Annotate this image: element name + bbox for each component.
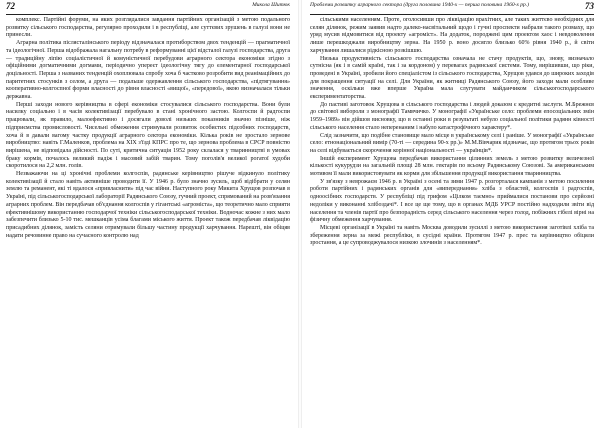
right-page-number: 73 — [585, 1, 594, 11]
right-running-head: Проблеми розвитку аграрного сектора (друга половина 1940-х — перша половина 1960-х рр.) — [310, 2, 530, 8]
paragraph: Слід зазначити, що подібне становище мало місце в українському селі і раніше. У монографії «Українське село: етнонаціональний вимір (70-ті — середина 90-х рр.)» М.М.Вівчарик відзначає, що протягом трьох років на селі відбувається скорочення корінної національності — українців*. — [310, 132, 594, 154]
paragraph: сільськими населенням. Проте, оголосивши про ліквідацію врахітних, але таких життєво необхідних для селян ділянок, режим заявив надто далеко-насвітальний щодо і гучні проспекти набрали такого розмаху, що уряд мусив відмовитися від проекту «агроміст». На додаток, породжені цим проектом хаос і невдоволення лише перешкоджали виробництву зерна. На 1950 р. воно досягло близько 60% рівня 1940 р., й світи харчування лишалися рідкісною розкішшю. — [310, 17, 594, 54]
left-running-head: Микола Шитюк — [252, 2, 290, 8]
paragraph: комплекс. Партійні форуми, на яких розглядалися завдання партійних організацій з метою подального розвитку сільського господарства, регулярно проходили і в республіці, але суттєвих зрушень в галузі вони не принесли. — [6, 17, 290, 39]
right-page-body — [310, 17, 594, 248]
right-page — [304, 0, 600, 428]
paragraph: Низька продуктивність сільського господарства означала не стачу продуктів, що, знову, визначало сутнісна (як і в самій країні, так і за кордоном) у перевагах радянської системи. Тому, вирішивши, що ріки, проведені в Україні, зробили його спеціалістом із сільського господарства, Хрущов удався до широких заходів для покращення ситуації на селі. Для України, як житниці Радянського Союзу, його заходи мали особливе значення, оскільки вже вперше Україна мала слугувати майданчиком сільськогосподарського експериментаторства. — [310, 55, 594, 101]
book-gutter — [298, 0, 302, 428]
left-page-header — [6, 2, 290, 15]
paragraph: У зв'язку з неврожаєм 1946 р. в Україні з осені та зими 1947 р. розгорталася кампанія з метою посилення роботи партійних і радянських органів для «випереднання» хліба з областей, колгоспів і радгоспів, одноосібних господарств. У республіці під грифом «Цілком таємно» приймалися постанови про серйозні недоліки у виконанні хлібоздачі*. І все це ще тому, що в органах МДБ УРСР постійно надходили звіти від населення та членів партії про безпорадність серед сільського населення через голод, побіжних гібелі вірні на фізичну обмеження харчування. — [310, 178, 594, 224]
paragraph: Незважаючи на ці хронічні проблеми колгоспів, радянське керівництво рішуче відкинуло політику колективізації й стало навіть активніше проводити її. У 1946 р. було значно зусиль, щоб відібрати у селян землю та реманент, які ті вдалося «привласнити» під час війни. Наступного року Микита Хрущов розпочав в Україні, під сільськогосподарської лабораторії Радянського Союзу, гучний проект, спрямований на розв'язання аграрних проблем. Він передбачав об'єднання колгоспів у гігантські «агроміста», що теоретично мало сприяти ефективнішому використанню господарчої техніки сільськогосподарської техніки. Водночас кожне з них мало забезпечити близько 5-10 тис. мешканців усіма благами міського життя. Проект також передбачав ліквідацію присадибних ділянок, замість селяни отримували більшу частину продукції харчування. Нарешті, він обіцяв надати речовинне право на сучасного контролю над — [6, 171, 290, 239]
paragraph: Місцеві організації в Україні та навіть Москва доводили зусиллі з метою використання заготівлі хліба та збереження зерна за межі республіки, в сусідні країни. Протягом 1947 р. прес та керівництво обіцяли зростання, а це супроводжувалося низкою злочинів з населенням*. — [310, 224, 594, 247]
paragraph: Перші заходи нового керівництва в сфері економіки стосувалися сільського господарства. Вони були насилку соціально і в часів колективізації перебувало в стані хронічного застою. Колгоспи й радгоспи працювали, як правило, малоефективно і досягали доволі низьких показників значно пізніше, ніж підприємства промисловості. Чисельні обмеження стримували розвиток особистих підсобних господарств, хоча й в давали вагому частку продукції аграрного сектора економіки. Кілька років не зростало зернове виробництво: навіть Г.Маленков, проблема на XIX з'їзді КПРС про те, що зернова проблема в СРСР повністю вирішена, не відповідала дійсності. По суті, критична ситуація 1952 року склалася у тваринництві в умовах браку кормів, почалось великий падіж і масовий забій тварин. Тому поголів'я великої рогатої худоби скоротилося на 2,2 млн. голів. — [6, 101, 290, 170]
paragraph: Аграрна політика післясталінського періоду відзначалася протиборством двох тенденцій — прагматичної та ідеологічної. Перша відображала нагальну потребу в реформуванні цієї відсталої галузі господарства, друга — традиційну ліпію соціалістичної й комуністичної перебудови аграрного сектора економіки згідно з офіційними догматичними догмами, періодично упереєт ідеологічну тягу до елементарної господарської доцільності. Перша з названих тенденцій охоплювала спробу хоча б частково розробити вид реанімаційних до паритетних стосунків з селом, а друга — подальше одержавлення сільського господарства, «підтягування» кооперативно-колгоспної форми власності до рівня власності «вищої», «передової», якою визначалася тільки державна. — [6, 40, 291, 101]
paragraph: До пастиві заготовок Хрущова в сільського господарства і людей доказом є кредитні заслуги. М.Брежнєв до світової вибороли з монографії Тамвчичко. У монографії «Українське село: проблеми епосоціальних змін 1959–1989» він дійшов висновку, що в останні роки в результаті небуло соціальної політики радянн ківності сільського населення стало неперенаним і набуло катастрофічного характеру*. — [310, 101, 594, 131]
left-page-number: 72 — [6, 1, 15, 11]
left-page-body — [6, 17, 290, 240]
left-page — [0, 0, 296, 428]
paragraph: Іншій експеримент Хрущова передбачав використання цілинних земель з метою розвитку величезної кількості кукурудзи на загальній площі 28 млн. гектарів по всьому Радянському Союзові. За американським мотивом її мали використовувати як корми для збільшення продукції використання тваринництва. — [310, 155, 594, 178]
right-page-header — [310, 2, 594, 15]
